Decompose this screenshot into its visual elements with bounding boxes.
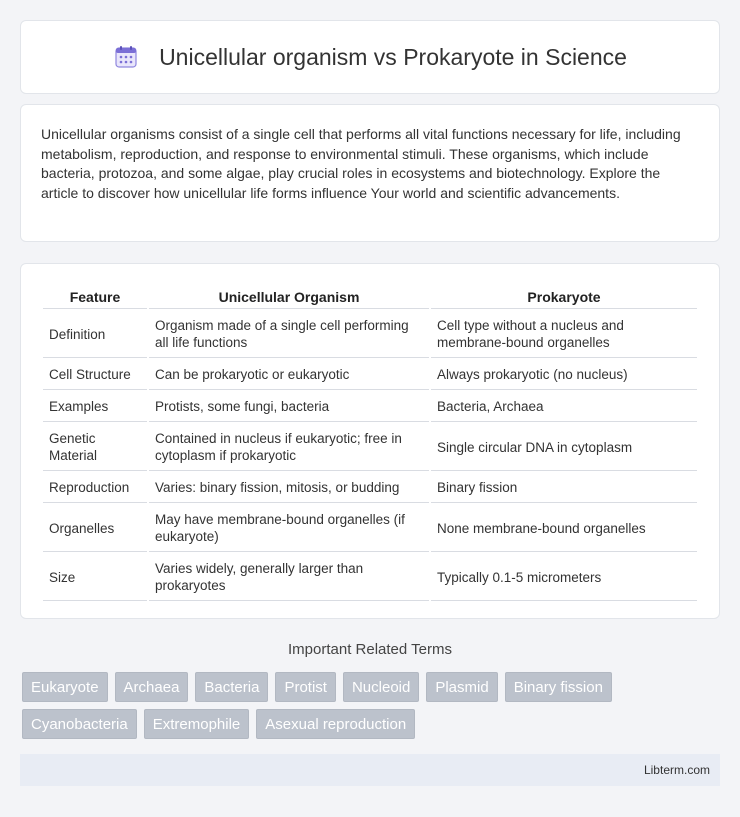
related-terms-list xyxy=(22,672,722,746)
unicellular-cell: Varies: binary fission, mitosis, or budding xyxy=(149,473,429,503)
prokaryote-cell: Binary fission xyxy=(431,473,697,503)
related-term-tag[interactable]: Archaea xyxy=(115,672,189,702)
intro-paragraph: Unicellular organisms consist of a single cell that performs all vital functions necessary for life, including metabolism, reproduction, and response to environmental stimuli. These organisms, which include bacteria, protozoa, and some algae, play crucial roles in ecosystems and biotechnology. Explore the article to discover how unicellular life forms influence Your world and scientific advancements. xyxy=(41,126,681,201)
prokaryote-cell: Always prokaryotic (no nucleus) xyxy=(431,360,697,390)
related-term-tag[interactable]: Asexual reproduction xyxy=(256,709,415,739)
prokaryote-cell: Cell type without a nucleus and membrane-bound organelles xyxy=(431,311,697,358)
comparison-table xyxy=(41,284,699,603)
page-title: Unicellular organism vs Prokaryote in Science xyxy=(159,43,627,70)
feature-cell: Reproduction xyxy=(43,473,147,503)
table-row xyxy=(43,360,697,390)
header-feature: Feature xyxy=(43,286,147,309)
related-term-tag[interactable]: Plasmid xyxy=(426,672,497,702)
table-row xyxy=(43,392,697,422)
prokaryote-cell: Bacteria, Archaea xyxy=(431,392,697,422)
table-header-row xyxy=(43,286,697,309)
unicellular-cell: Organism made of a single cell performing all life functions xyxy=(149,311,429,358)
feature-cell: Size xyxy=(43,554,147,601)
table-row xyxy=(43,505,697,552)
table-row xyxy=(43,473,697,503)
header-prokaryote: Prokaryote xyxy=(431,286,697,309)
feature-cell: Genetic Material xyxy=(43,424,147,471)
related-term-tag[interactable]: Cyanobacteria xyxy=(22,709,137,739)
footer-site-link[interactable]: Libterm.com xyxy=(643,763,710,777)
footer xyxy=(20,754,720,786)
related-term-tag[interactable]: Protist xyxy=(275,672,336,702)
feature-cell: Cell Structure xyxy=(43,360,147,390)
intro-card xyxy=(20,104,720,242)
unicellular-cell: Varies widely, generally larger than prokaryotes xyxy=(149,554,429,601)
title-card xyxy=(20,20,720,94)
feature-cell: Definition xyxy=(43,311,147,358)
unicellular-cell: Contained in nucleus if eukaryotic; free in cytoplasm if prokaryotic xyxy=(149,424,429,471)
table-row xyxy=(43,424,697,471)
feature-cell: Organelles xyxy=(43,505,147,552)
table-row xyxy=(43,554,697,601)
calendar-icon xyxy=(113,44,139,70)
related-term-tag[interactable]: Bacteria xyxy=(195,672,268,702)
unicellular-cell: Can be prokaryotic or eukaryotic xyxy=(149,360,429,390)
table-row xyxy=(43,311,697,358)
header-unicellular: Unicellular Organism xyxy=(149,286,429,309)
comparison-card xyxy=(20,263,720,619)
unicellular-cell: May have membrane-bound organelles (if eukaryote) xyxy=(149,505,429,552)
prokaryote-cell: None membrane-bound organelles xyxy=(431,505,697,552)
related-term-tag[interactable]: Nucleoid xyxy=(343,672,419,702)
feature-cell: Examples xyxy=(43,392,147,422)
related-term-tag[interactable]: Binary fission xyxy=(505,672,612,702)
prokaryote-cell: Single circular DNA in cytoplasm xyxy=(431,424,697,471)
related-terms-title: Important Related Terms xyxy=(288,641,452,658)
unicellular-cell: Protists, some fungi, bacteria xyxy=(149,392,429,422)
related-term-tag[interactable]: Eukaryote xyxy=(22,672,108,702)
related-term-tag[interactable]: Extremophile xyxy=(144,709,250,739)
prokaryote-cell: Typically 0.1-5 micrometers xyxy=(431,554,697,601)
